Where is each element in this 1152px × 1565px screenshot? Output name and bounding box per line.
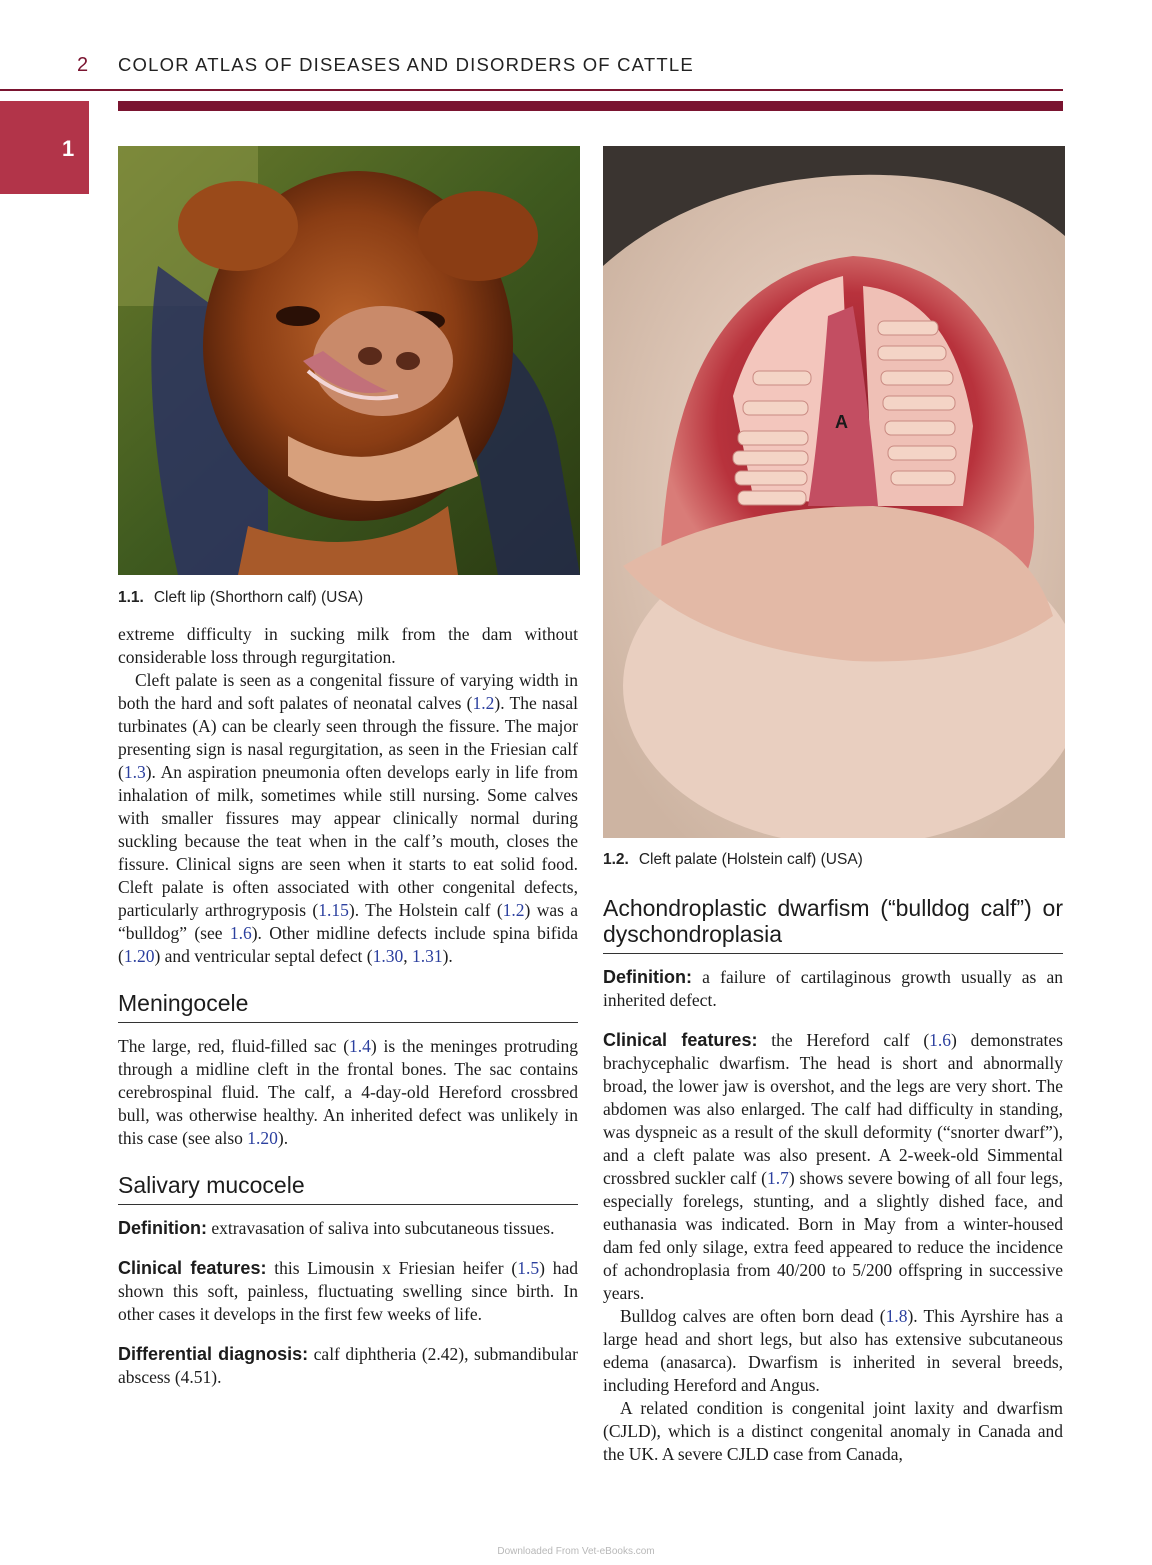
paragraph-meningocele: The large, red, fluid-filled sac (1.4) is the meninges protruding through a midline cleft in the frontal bones. The sac contains cerebrospinal fluid. The calf, a 4-day-old Hereford crossbred bull, was otherwise healthy. An inherited defect was unlikely in this case (see also 1.20). (118, 1036, 578, 1148)
section-heading-achondroplastic-dwarfism: Achondroplastic dwarfism (“bulldog calf”) or dyschondroplasia (603, 895, 1063, 954)
definition-label: Definition: (118, 1218, 207, 1238)
section-heading-meningocele: Meningocele (118, 990, 578, 1023)
figure-ref[interactable]: 1.3 (123, 762, 146, 782)
figure-caption (603, 851, 863, 869)
figure-ref[interactable]: 1.8 (885, 1306, 908, 1326)
figure-label-a: A (835, 412, 848, 432)
paragraph-definition: Definition: extravasation of saliva into subcutaneous tissues. (118, 1218, 555, 1238)
figure-ref[interactable]: 1.31 (411, 946, 443, 966)
figure-ref[interactable]: 1.7 (767, 1168, 789, 1188)
page-number: 2 (77, 54, 89, 76)
figure-ref[interactable]: 1.15 (318, 900, 349, 920)
paragraph-definition: Definition: a failure of cartilaginous growth usually as an inherited defect. (603, 967, 1064, 1010)
right-column (603, 895, 1063, 1466)
figure-ref[interactable]: 1.6 (929, 1030, 952, 1050)
running-head: COLOR ATLAS OF DISEASES AND DISORDERS OF CATTLE (118, 54, 694, 75)
section-heading-salivary-mucocele: Salivary mucocele (118, 1172, 578, 1205)
paragraph-differential-diagnosis: Differential diagnosis: calf diphtheria (2.42), submandibular abscess (4.51). (118, 1344, 578, 1387)
chapter-number: 1 (62, 136, 75, 161)
paragraph-cleft-palate: Cleft palate is seen as a congenital fissure of varying width in both the hard and soft palates of neonatal calves (1.2). The nasal turbinates (A) can be clearly seen through the fissure. The major presenting sign is nasal regurgitation, as seen in the Friesian calf (1.3). An aspiration pneumonia often develops early in life from inhalation of milk, sometimes while still nursing. Some calves with smaller fissures may appear clinically normal during suckling because the teat when in the calf’s mouth, closes the fissure. Clinical signs are seen when it starts to eat solid food. Cleft palate is often associated with other congenital defects, particularly arthrogryposis (1.15). The Holstein calf (1.2) was a “bulldog” (see 1.6). Other midline defects include spina bifida (1.20) and ventricular septal defect (1.30, 1.31). (118, 670, 579, 966)
figure-ref[interactable]: 1.5 (517, 1258, 540, 1278)
header-bar (118, 101, 1063, 111)
figure-caption-text: Cleft palate (Holstein calf) (USA) (638, 851, 863, 868)
differential-diagnosis-label: Differential diagnosis: (118, 1344, 309, 1364)
paragraph-clinical-features: Clinical features: this Limousin x Friesian heifer (1.5) had shown this soft, painless, fluctuating swelling since birth. In other cases it develops in the first few weeks of life. (118, 1258, 578, 1324)
left-column (118, 623, 578, 1389)
clinical-features-label: Clinical features: (118, 1258, 267, 1278)
paragraph-cjld: A related condition is congenital joint laxity and dwarfism (CJLD), which is a distinct congenital anomaly in Canada and the UK. A severe CJLD case from Canada, (603, 1398, 1063, 1464)
figure-ref[interactable]: 1.20 (123, 946, 155, 966)
figure-ref[interactable]: 1.6 (229, 923, 252, 943)
figure-caption (118, 589, 363, 607)
clinical-features-label: Clinical features: (603, 1030, 758, 1050)
figure-ref[interactable]: 1.30 (372, 946, 404, 966)
figure-cleft-lip-photo (118, 146, 580, 575)
figure-number: 1.1. (118, 589, 144, 606)
paragraph-bulldog-calves: Bulldog calves are often born dead (1.8). This Ayrshire has a large head and short legs, but also has extensive subcutaneous edema (anasarca). Dwarfism is inherited in several breeds, including Hereford and Angus. (603, 1306, 1063, 1395)
chapter-tab (0, 101, 89, 194)
footer-watermark: Downloaded From Vet-eBooks.com (497, 1546, 655, 1557)
paragraph-clinical-features: Clinical features: the Hereford calf (1.6) demonstrates brachycephalic dwarfism. The head is short and abnormally broad, the lower jaw is overshot, and the legs are very short. The abdomen was also enlarged. The calf had difficulty in standing, was dyspneic as a result of the skull deformity (“snorter dwarf”), and a cleft palate was also present. A 2-week-old Simmental crossbred suckler calf (1.7) shows severe bowing of all four legs, especially forelegs, stunting, and a slightly dished face, and euthanasia was indicated. Born in May from a winter-housed dam fed only silage, extra feed appeared to reduce the incidence of achondroplasia from 40/200 to 5/200 offspring in successive years. (603, 1030, 1063, 1303)
figure-ref[interactable]: 1.2 (472, 693, 495, 713)
figure-ref[interactable]: 1.4 (349, 1036, 371, 1056)
figure-number: 1.2. (603, 851, 629, 868)
figure-cleft-palate-photo (603, 146, 1065, 838)
header-rule (0, 89, 1063, 91)
figure-ref[interactable]: 1.20 (247, 1128, 278, 1148)
figure-ref[interactable]: 1.2 (502, 900, 525, 920)
definition-label: Definition: (603, 967, 692, 987)
paragraph: extreme difficulty in sucking milk from the dam without considerable loss through regurgitation. (118, 624, 578, 667)
figure-caption-text: Cleft lip (Shorthorn calf) (USA) (153, 589, 364, 606)
